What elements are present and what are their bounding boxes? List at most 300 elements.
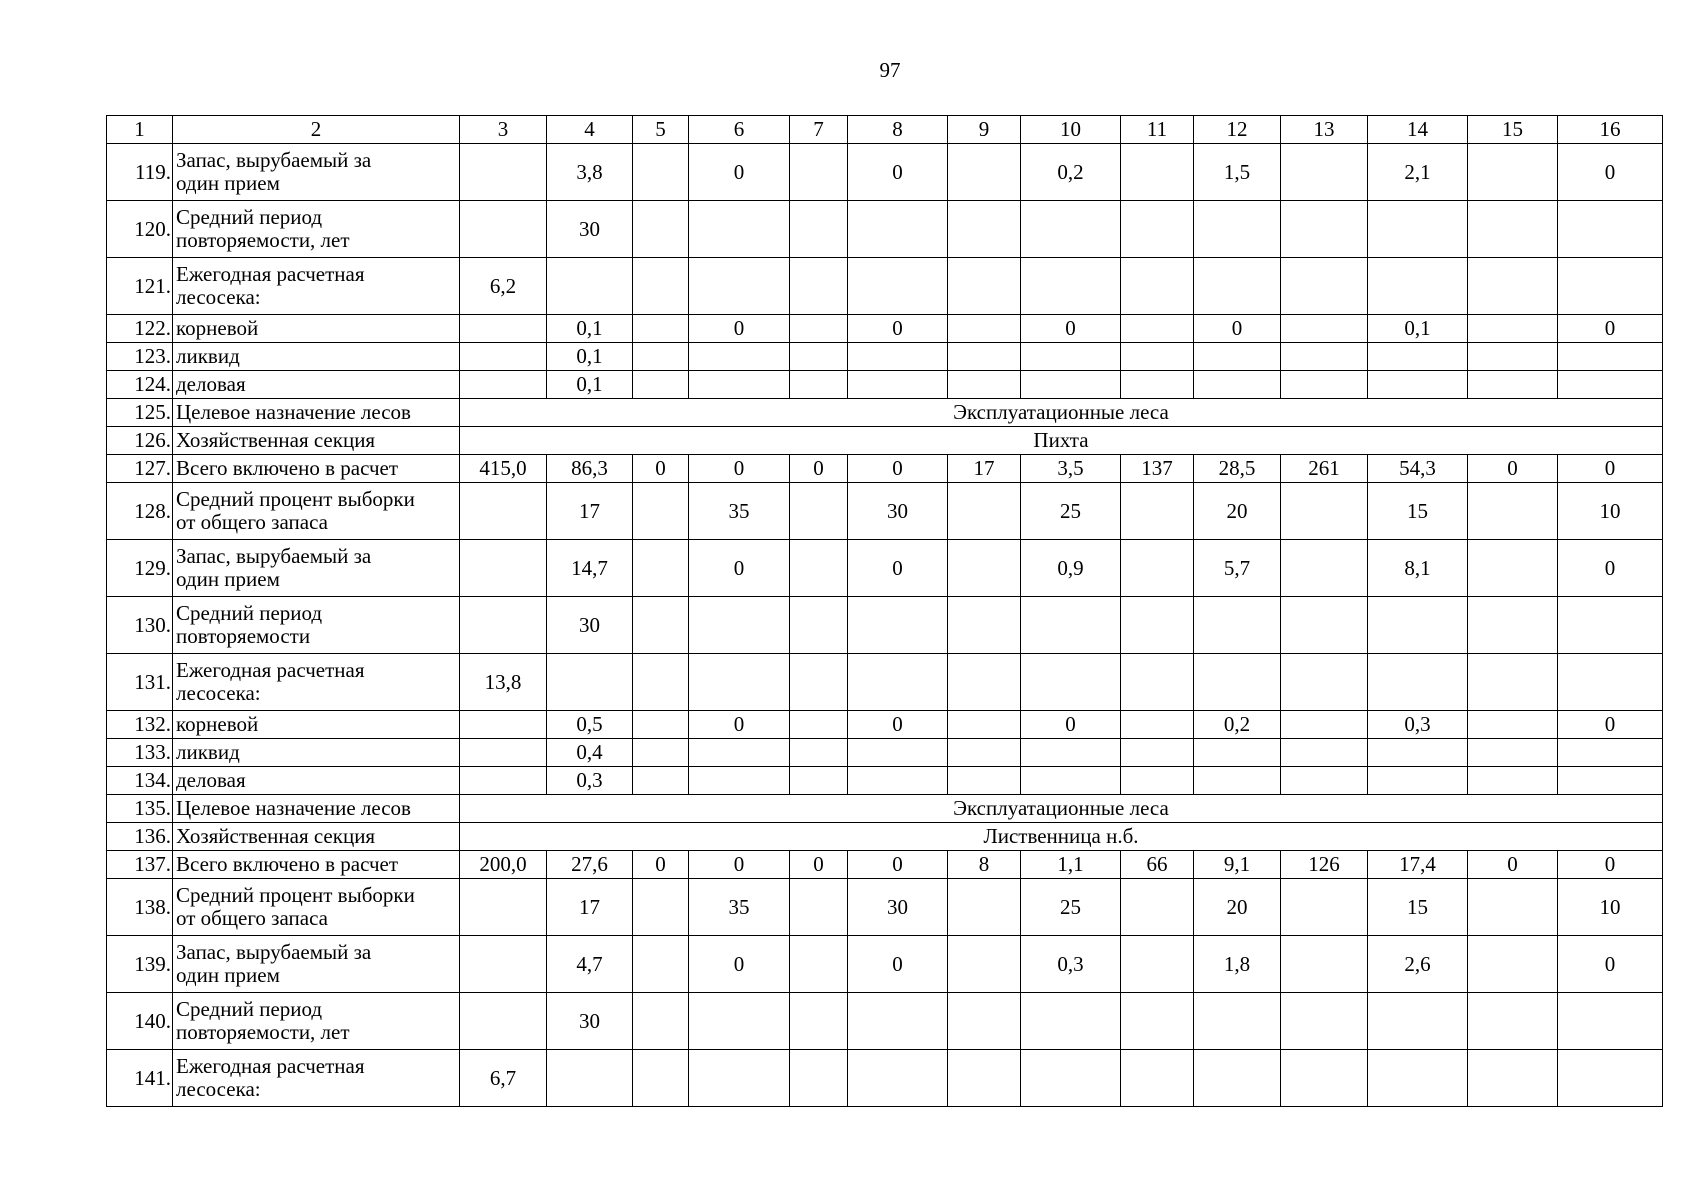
value-cell — [633, 144, 689, 201]
value-cell: 0 — [689, 851, 790, 879]
row-number-cell: 122. — [107, 315, 173, 343]
value-cell — [848, 597, 948, 654]
row-label-cell: Всего включено в расчет — [173, 851, 460, 879]
value-cell: 200,0 — [460, 851, 547, 879]
value-cell — [1281, 144, 1368, 201]
value-cell — [1558, 993, 1663, 1050]
value-cell: 20 — [1194, 879, 1281, 936]
value-cell: 2,6 — [1368, 936, 1468, 993]
value-cell — [1121, 767, 1194, 795]
value-cell — [1368, 993, 1468, 1050]
value-cell — [1558, 371, 1663, 399]
row-number-cell: 137. — [107, 851, 173, 879]
table-row — [107, 399, 1663, 427]
column-number-row — [107, 116, 1663, 144]
value-cell — [1468, 993, 1558, 1050]
row-label-cell: Средний период повторяемости — [173, 597, 460, 654]
value-cell — [1121, 597, 1194, 654]
column-number: 14 — [1368, 116, 1468, 144]
value-cell: 30 — [848, 879, 948, 936]
value-cell: 15 — [1368, 483, 1468, 540]
value-cell — [633, 879, 689, 936]
value-cell: 8 — [948, 851, 1021, 879]
value-cell — [1558, 597, 1663, 654]
row-label-cell: Хозяйственная секция — [173, 427, 460, 455]
value-cell: 261 — [1281, 455, 1368, 483]
value-cell: 10 — [1558, 879, 1663, 936]
value-cell — [948, 879, 1021, 936]
value-cell — [1468, 711, 1558, 739]
column-number: 7 — [790, 116, 848, 144]
value-cell — [1021, 654, 1121, 711]
table-body — [107, 116, 1663, 1107]
row-number-cell: 138. — [107, 879, 173, 936]
value-cell — [1558, 201, 1663, 258]
value-cell — [1468, 258, 1558, 315]
value-cell — [1468, 371, 1558, 399]
value-cell: 0 — [1558, 144, 1663, 201]
value-cell: 0 — [689, 315, 790, 343]
value-cell: 0 — [1558, 711, 1663, 739]
row-number-cell: 123. — [107, 343, 173, 371]
column-number: 10 — [1021, 116, 1121, 144]
value-cell — [1281, 315, 1368, 343]
value-cell: 0 — [790, 455, 848, 483]
value-cell — [1021, 201, 1121, 258]
value-cell — [689, 201, 790, 258]
row-label-cell: Целевое назначение лесов — [173, 399, 460, 427]
value-cell: 6,7 — [460, 1050, 547, 1107]
value-cell — [790, 371, 848, 399]
value-cell — [1468, 144, 1558, 201]
value-cell: 66 — [1121, 851, 1194, 879]
value-cell — [1194, 258, 1281, 315]
value-cell — [1468, 767, 1558, 795]
value-cell: 28,5 — [1194, 455, 1281, 483]
value-cell — [1121, 483, 1194, 540]
row-label-cell: ликвид — [173, 343, 460, 371]
value-cell — [1021, 993, 1121, 1050]
value-cell — [1021, 739, 1121, 767]
value-cell — [1468, 343, 1558, 371]
value-cell — [633, 597, 689, 654]
value-cell: 0 — [1021, 711, 1121, 739]
value-cell — [1281, 936, 1368, 993]
row-label-cell: Целевое назначение лесов — [173, 795, 460, 823]
value-cell — [948, 371, 1021, 399]
value-cell: 0 — [1468, 455, 1558, 483]
value-cell — [1121, 936, 1194, 993]
value-cell — [460, 767, 547, 795]
value-cell — [633, 654, 689, 711]
table-row — [107, 739, 1663, 767]
column-number: 16 — [1558, 116, 1663, 144]
section-value-cell: Эксплуатационные леса — [460, 399, 1663, 427]
value-cell — [689, 739, 790, 767]
value-cell: 0 — [1468, 851, 1558, 879]
value-cell — [1558, 654, 1663, 711]
value-cell: 35 — [689, 879, 790, 936]
value-cell: 8,1 — [1368, 540, 1468, 597]
table-row — [107, 936, 1663, 993]
column-number: 12 — [1194, 116, 1281, 144]
value-cell — [460, 343, 547, 371]
value-cell — [790, 144, 848, 201]
value-cell — [848, 739, 948, 767]
value-cell — [547, 654, 633, 711]
value-cell — [1194, 343, 1281, 371]
value-cell — [948, 483, 1021, 540]
value-cell — [1368, 597, 1468, 654]
value-cell: 3,8 — [547, 144, 633, 201]
value-cell — [1121, 540, 1194, 597]
column-number: 5 — [633, 116, 689, 144]
value-cell: 0,9 — [1021, 540, 1121, 597]
value-cell — [1281, 993, 1368, 1050]
value-cell — [633, 711, 689, 739]
row-label-cell: корневой — [173, 315, 460, 343]
value-cell — [1121, 1050, 1194, 1107]
value-cell — [790, 879, 848, 936]
value-cell: 25 — [1021, 879, 1121, 936]
section-value-cell: Лиственница н.б. — [460, 823, 1663, 851]
value-cell — [547, 1050, 633, 1107]
table-row — [107, 258, 1663, 315]
value-cell: 0 — [790, 851, 848, 879]
value-cell — [1368, 258, 1468, 315]
value-cell — [1281, 258, 1368, 315]
row-number-cell: 125. — [107, 399, 173, 427]
value-cell — [1281, 597, 1368, 654]
value-cell: 0,3 — [1368, 711, 1468, 739]
value-cell — [848, 343, 948, 371]
value-cell: 0,1 — [1368, 315, 1468, 343]
value-cell — [848, 767, 948, 795]
row-label-cell: Запас, вырубаемый за один прием — [173, 144, 460, 201]
table-row — [107, 654, 1663, 711]
value-cell — [1281, 540, 1368, 597]
value-cell — [948, 1050, 1021, 1107]
value-cell — [633, 315, 689, 343]
value-cell — [689, 1050, 790, 1107]
value-cell: 13,8 — [460, 654, 547, 711]
value-cell — [948, 654, 1021, 711]
value-cell — [1281, 343, 1368, 371]
value-cell — [1021, 343, 1121, 371]
value-cell — [1021, 767, 1121, 795]
value-cell: 0 — [633, 455, 689, 483]
value-cell — [790, 540, 848, 597]
value-cell: 3,5 — [1021, 455, 1121, 483]
row-label-cell: ликвид — [173, 739, 460, 767]
value-cell — [948, 258, 1021, 315]
table-row — [107, 144, 1663, 201]
value-cell — [1281, 1050, 1368, 1107]
value-cell — [689, 767, 790, 795]
value-cell — [1281, 483, 1368, 540]
value-cell — [1194, 767, 1281, 795]
value-cell: 0 — [848, 540, 948, 597]
value-cell: 2,1 — [1368, 144, 1468, 201]
value-cell — [1194, 597, 1281, 654]
value-cell — [790, 597, 848, 654]
row-label-cell: Ежегодная расчетная лесосека: — [173, 1050, 460, 1107]
value-cell — [948, 315, 1021, 343]
value-cell: 137 — [1121, 455, 1194, 483]
table-row — [107, 343, 1663, 371]
value-cell — [460, 483, 547, 540]
row-number-cell: 135. — [107, 795, 173, 823]
row-label-cell: Хозяйственная секция — [173, 823, 460, 851]
value-cell: 0 — [848, 315, 948, 343]
value-cell: 0 — [689, 936, 790, 993]
value-cell: 17 — [547, 483, 633, 540]
value-cell: 0 — [689, 540, 790, 597]
value-cell: 0,1 — [547, 315, 633, 343]
value-cell — [1558, 1050, 1663, 1107]
value-cell: 0 — [848, 144, 948, 201]
column-number: 3 — [460, 116, 547, 144]
value-cell — [460, 315, 547, 343]
value-cell: 0 — [1558, 315, 1663, 343]
value-cell — [1281, 767, 1368, 795]
value-cell: 9,1 — [1194, 851, 1281, 879]
value-cell — [1121, 144, 1194, 201]
row-number-cell: 124. — [107, 371, 173, 399]
row-number-cell: 139. — [107, 936, 173, 993]
value-cell — [633, 993, 689, 1050]
value-cell — [1468, 936, 1558, 993]
value-cell: 15 — [1368, 879, 1468, 936]
value-cell — [948, 144, 1021, 201]
value-cell — [790, 258, 848, 315]
column-number: 4 — [547, 116, 633, 144]
row-number-cell: 121. — [107, 258, 173, 315]
value-cell: 14,7 — [547, 540, 633, 597]
value-cell — [790, 201, 848, 258]
value-cell — [1558, 258, 1663, 315]
value-cell — [1368, 1050, 1468, 1107]
value-cell — [633, 936, 689, 993]
row-label-cell: Средний процент выборки от общего запаса — [173, 483, 460, 540]
value-cell: 27,6 — [547, 851, 633, 879]
value-cell — [790, 993, 848, 1050]
value-cell — [790, 343, 848, 371]
value-cell: 30 — [547, 597, 633, 654]
value-cell: 0,3 — [547, 767, 633, 795]
value-cell — [848, 201, 948, 258]
value-cell: 1,8 — [1194, 936, 1281, 993]
value-cell — [948, 936, 1021, 993]
value-cell — [1468, 654, 1558, 711]
value-cell — [948, 993, 1021, 1050]
row-label-cell: Ежегодная расчетная лесосека: — [173, 654, 460, 711]
value-cell — [1194, 739, 1281, 767]
value-cell: 0 — [848, 851, 948, 879]
value-cell: 0 — [1558, 936, 1663, 993]
value-cell — [633, 371, 689, 399]
row-number-cell: 130. — [107, 597, 173, 654]
value-cell — [689, 258, 790, 315]
row-number-cell: 127. — [107, 455, 173, 483]
value-cell — [948, 540, 1021, 597]
row-number-cell: 133. — [107, 739, 173, 767]
value-cell — [1121, 993, 1194, 1050]
row-label-cell: Средний период повторяемости, лет — [173, 201, 460, 258]
value-cell: 0 — [1021, 315, 1121, 343]
value-cell — [633, 739, 689, 767]
value-cell — [1368, 201, 1468, 258]
value-cell — [689, 993, 790, 1050]
value-cell — [1194, 654, 1281, 711]
value-cell — [460, 540, 547, 597]
value-cell — [1281, 371, 1368, 399]
value-cell — [1368, 654, 1468, 711]
row-label-cell: Запас, вырубаемый за один прием — [173, 540, 460, 597]
value-cell: 6,2 — [460, 258, 547, 315]
row-label-cell: Запас, вырубаемый за один прием — [173, 936, 460, 993]
section-value-cell: Пихта — [460, 427, 1663, 455]
value-cell — [1021, 258, 1121, 315]
value-cell — [460, 371, 547, 399]
value-cell — [848, 993, 948, 1050]
value-cell: 0 — [689, 711, 790, 739]
table-row — [107, 201, 1663, 258]
table-row — [107, 879, 1663, 936]
forest-calculation-table — [106, 115, 1663, 1107]
value-cell — [1194, 201, 1281, 258]
value-cell: 30 — [547, 201, 633, 258]
row-number-cell: 129. — [107, 540, 173, 597]
row-label-cell: Ежегодная расчетная лесосека: — [173, 258, 460, 315]
row-number-cell: 128. — [107, 483, 173, 540]
value-cell — [1468, 483, 1558, 540]
table-row — [107, 315, 1663, 343]
value-cell — [848, 1050, 948, 1107]
value-cell — [1558, 343, 1663, 371]
value-cell — [948, 597, 1021, 654]
table-row — [107, 851, 1663, 879]
value-cell — [1121, 711, 1194, 739]
row-number-cell: 126. — [107, 427, 173, 455]
value-cell — [633, 201, 689, 258]
value-cell — [633, 540, 689, 597]
value-cell: 0,2 — [1021, 144, 1121, 201]
value-cell — [948, 343, 1021, 371]
value-cell: 0 — [848, 936, 948, 993]
value-cell: 4,7 — [547, 936, 633, 993]
column-number: 11 — [1121, 116, 1194, 144]
row-label-cell: деловая — [173, 767, 460, 795]
value-cell: 0,1 — [547, 371, 633, 399]
table-row — [107, 767, 1663, 795]
value-cell — [633, 767, 689, 795]
value-cell — [1021, 1050, 1121, 1107]
table-row — [107, 993, 1663, 1050]
row-number-cell: 131. — [107, 654, 173, 711]
table-row — [107, 483, 1663, 540]
value-cell — [1121, 343, 1194, 371]
value-cell — [1368, 767, 1468, 795]
row-number-cell: 141. — [107, 1050, 173, 1107]
column-number: 2 — [173, 116, 460, 144]
value-cell — [1121, 258, 1194, 315]
value-cell — [1368, 371, 1468, 399]
column-number: 9 — [948, 116, 1021, 144]
value-cell — [1468, 540, 1558, 597]
value-cell — [1281, 879, 1368, 936]
value-cell — [689, 371, 790, 399]
value-cell — [1121, 315, 1194, 343]
value-cell: 0,1 — [547, 343, 633, 371]
value-cell: 17 — [547, 879, 633, 936]
value-cell — [1121, 654, 1194, 711]
value-cell: 30 — [848, 483, 948, 540]
value-cell — [1468, 879, 1558, 936]
row-number-cell: 132. — [107, 711, 173, 739]
value-cell — [790, 936, 848, 993]
column-number: 8 — [848, 116, 948, 144]
value-cell — [790, 483, 848, 540]
value-cell — [1021, 597, 1121, 654]
table-row — [107, 455, 1663, 483]
value-cell — [1281, 739, 1368, 767]
value-cell — [1558, 739, 1663, 767]
value-cell: 0 — [848, 455, 948, 483]
value-cell — [790, 739, 848, 767]
row-label-cell: деловая — [173, 371, 460, 399]
value-cell — [460, 993, 547, 1050]
value-cell: 0,4 — [547, 739, 633, 767]
row-number-cell: 134. — [107, 767, 173, 795]
value-cell — [633, 343, 689, 371]
value-cell — [1121, 739, 1194, 767]
value-cell — [948, 201, 1021, 258]
value-cell — [1121, 201, 1194, 258]
table-row — [107, 795, 1663, 823]
value-cell: 0 — [1558, 455, 1663, 483]
value-cell — [547, 258, 633, 315]
value-cell: 1,1 — [1021, 851, 1121, 879]
value-cell — [460, 739, 547, 767]
value-cell — [689, 597, 790, 654]
value-cell — [1281, 711, 1368, 739]
value-cell: 0,2 — [1194, 711, 1281, 739]
value-cell: 0 — [1558, 851, 1663, 879]
value-cell — [1468, 739, 1558, 767]
value-cell — [848, 258, 948, 315]
value-cell: 0 — [689, 455, 790, 483]
value-cell — [1281, 654, 1368, 711]
value-cell — [633, 1050, 689, 1107]
value-cell: 10 — [1558, 483, 1663, 540]
value-cell — [948, 711, 1021, 739]
row-label-cell: Всего включено в расчет — [173, 455, 460, 483]
value-cell — [1194, 993, 1281, 1050]
value-cell — [1368, 343, 1468, 371]
value-cell — [1021, 371, 1121, 399]
value-cell: 0 — [1558, 540, 1663, 597]
value-cell — [1121, 371, 1194, 399]
value-cell — [1468, 597, 1558, 654]
value-cell — [460, 936, 547, 993]
value-cell — [689, 343, 790, 371]
value-cell — [460, 201, 547, 258]
value-cell — [790, 315, 848, 343]
value-cell — [948, 767, 1021, 795]
value-cell — [460, 597, 547, 654]
table-row — [107, 540, 1663, 597]
